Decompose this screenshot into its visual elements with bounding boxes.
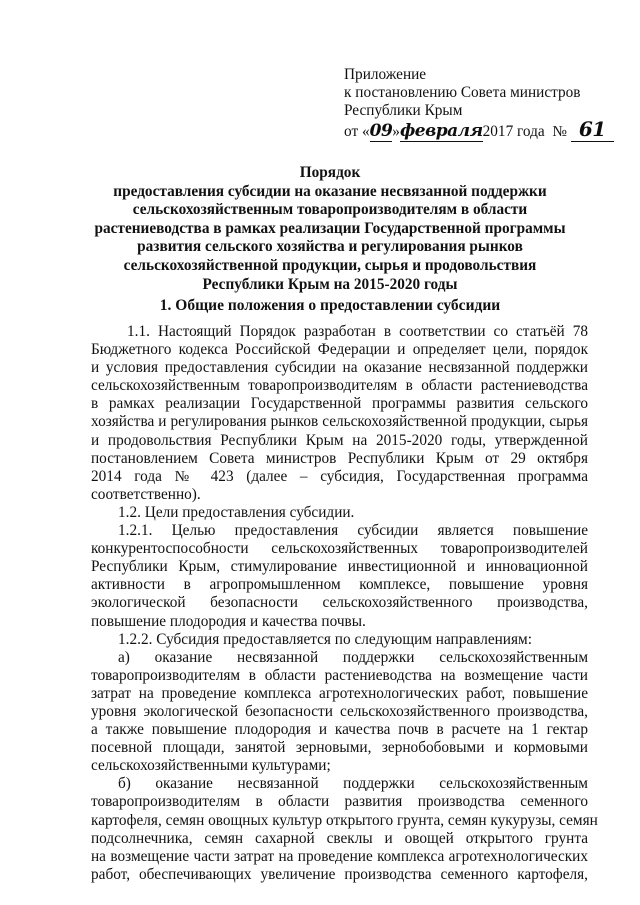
body-line: 1.2.2. Субсидия предоставляется по следующим направлениям: bbox=[118, 630, 532, 648]
body-line: сельскохозяйственным товаропроизводителям в области растениеводства bbox=[91, 377, 588, 395]
title-line-7: Республики Крым на 2015-2020 годы bbox=[202, 275, 458, 293]
body-line: затрат на проведение комплекса агротехнологических работ, повышение bbox=[91, 684, 588, 702]
body-line: и условия предоставления субсидии на оказание несвязанной поддержки bbox=[91, 359, 588, 377]
number-sign: № bbox=[552, 123, 567, 140]
body-line: Бюджетного кодекса Российской Федерации и определяет цели, порядок bbox=[91, 341, 588, 359]
date-year: 2017 года bbox=[482, 123, 545, 140]
body-line: подсолнечника, семян сахарной свеклы и овощей открытого грунта bbox=[91, 829, 588, 847]
body-line: б) оказание несвязанной поддержки сельскохозяйственным bbox=[118, 775, 588, 793]
body-line: а) оказание несвязанной поддержки сельскохозяйственным bbox=[118, 648, 588, 666]
title-line-3: сельскохозяйственным товаропроизводителям в области bbox=[132, 201, 528, 219]
title-line-4: растениеводства в рамках реализации Государственной программы bbox=[94, 219, 566, 237]
body-line: на возмещение части затрат на проведение комплекса агротехнологических bbox=[91, 847, 588, 865]
handwritten-day: 09 bbox=[369, 121, 393, 141]
body-line: 1.1. Настоящий Порядок разработан в соответствии со статьёй 78 bbox=[127, 323, 588, 340]
document-title bbox=[60, 164, 600, 294]
section-heading: 1. Общие положения о предоставлении субсидии bbox=[159, 297, 501, 314]
body-line: сельскохозяйственными культурами; bbox=[91, 757, 331, 775]
body-line: товаропроизводителям в области развития производства семенного bbox=[91, 793, 588, 811]
handwritten-month: февраля bbox=[399, 121, 483, 141]
body-line: 1.2.1. Целью предоставления субсидии является повышение bbox=[118, 522, 588, 540]
body-line: а также повышение плодородия и качества почв в расчете на 1 гектар bbox=[91, 721, 588, 739]
body-line: 2014 года № 423 (далее – субсидия, Государственная программа bbox=[91, 467, 588, 485]
body-line: хозяйства и регулирования рынков сельскохозяйственной продукции, сырья bbox=[91, 413, 588, 431]
body-line: активности в агропромышленном комплексе, повышение уровня bbox=[91, 576, 588, 594]
body-line: в рамках реализации Государственной программы развития сельского bbox=[91, 395, 588, 413]
title-line-1: Порядок bbox=[299, 164, 361, 181]
title-line-2: предоставления субсидии на оказание несвязанной поддержки bbox=[113, 182, 547, 200]
date-mid: » bbox=[392, 123, 400, 140]
body-line: картофеля, семян овощных культур открытого грунта, семян кукурузы, семян bbox=[91, 811, 598, 829]
body-line: товаропроизводителям в области растениеводства на возмещение части bbox=[91, 666, 588, 684]
appendix-date-line bbox=[344, 117, 634, 141]
body-line: уровня экологической безопасности сельскохозяйственного производства, bbox=[91, 702, 588, 720]
body-line: и продовольствия Республики Крым на 2015-2020 годы, утвержденной bbox=[91, 431, 588, 449]
title-line-6: сельскохозяйственной продукции, сырья и продовольствия bbox=[123, 256, 537, 274]
body-line: повышение плодородия и качества почвы. bbox=[91, 612, 366, 630]
appendix-line-3: Республики Крым bbox=[344, 102, 463, 119]
appendix-line-1: Приложение bbox=[344, 66, 427, 83]
body-line: экологической безопасности сельскохозяйственного производства, bbox=[91, 594, 588, 612]
appendix-block bbox=[344, 66, 634, 141]
body-line: работ, обеспечивающих увеличение производства семенного картофеля, bbox=[91, 865, 588, 883]
body-line: соответственно). bbox=[91, 485, 201, 503]
body-line: Республики Крым, стимулирование инвестиционной и инновационной bbox=[91, 558, 588, 576]
handwritten-number: 61 bbox=[571, 117, 614, 142]
body-line: посевной площади, занятой зерновыми, зернобобовыми и кормовыми bbox=[91, 739, 588, 757]
body-line: 1.2. Цели предоставления субсидии. bbox=[118, 503, 355, 521]
body-line: конкурентоспособности сельскохозяйственных товаропроизводителей bbox=[91, 540, 588, 558]
date-prefix: от « bbox=[344, 123, 370, 140]
body-line: постановлением Совета министров Республики Крым от 29 октября bbox=[91, 449, 588, 467]
title-line-5: развития сельского хозяйства и регулирования рынков bbox=[137, 238, 523, 256]
section-body bbox=[91, 323, 598, 884]
appendix-line-2: к постановлению Совета министров bbox=[344, 84, 581, 101]
